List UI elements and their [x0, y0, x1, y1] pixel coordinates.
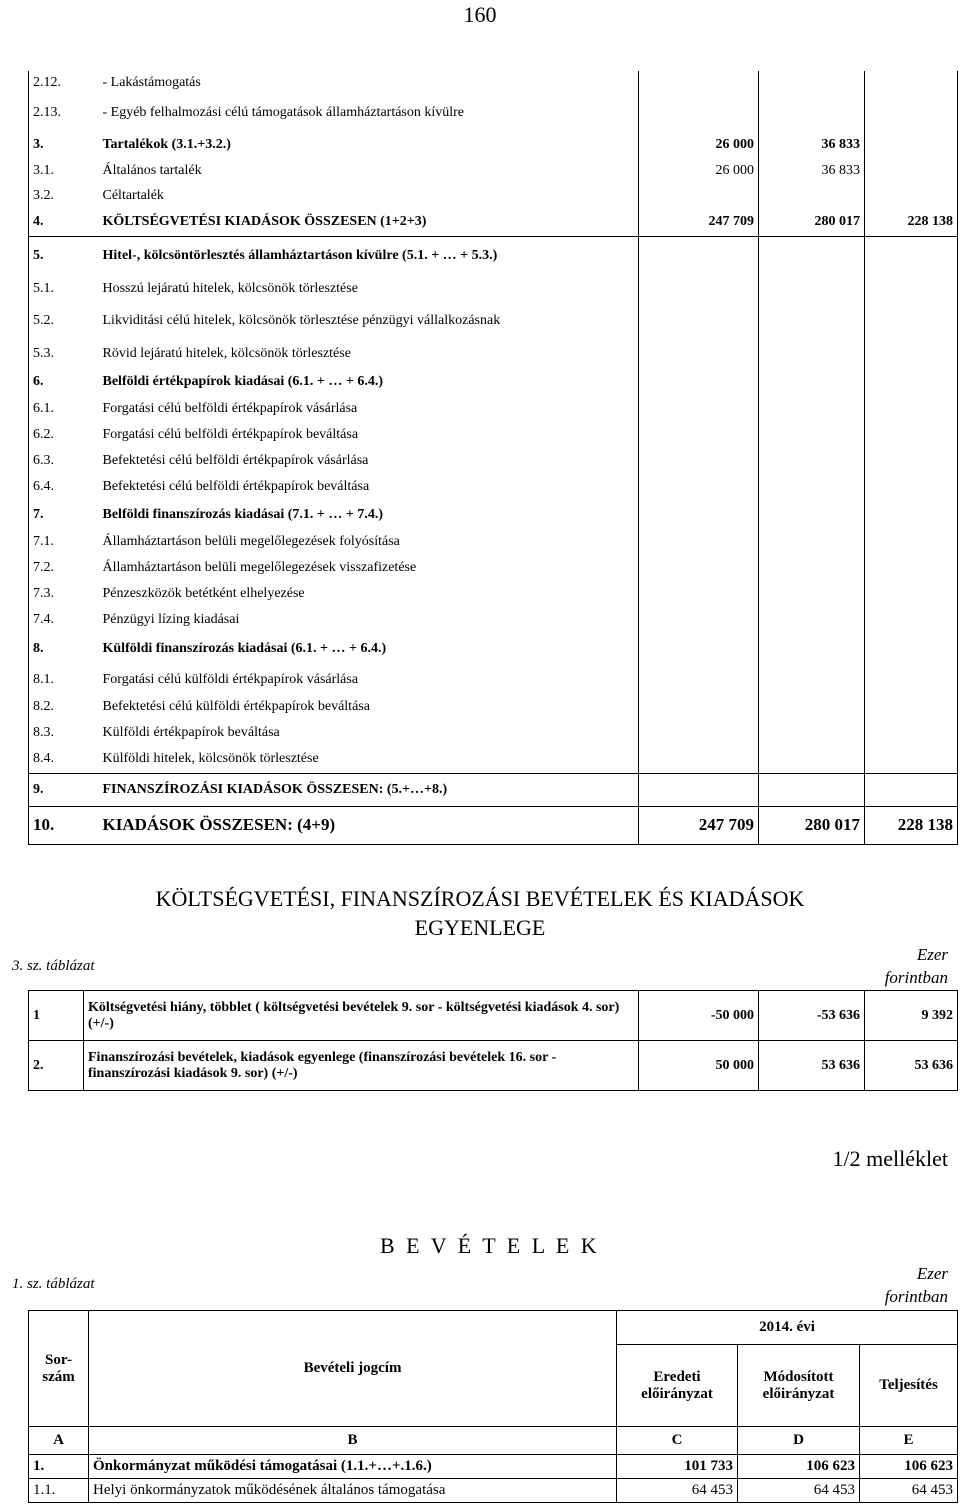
- table-row: [29, 607, 958, 632]
- table-row: [29, 94, 958, 131]
- row-value-modified: 280 017: [759, 806, 865, 844]
- balance-row-id: 1: [29, 991, 84, 1041]
- table-row: [29, 236, 958, 276]
- revenue-unit-line2: forintban: [884, 1287, 948, 1306]
- balance-title-line1: KÖLTSÉGVETÉSI, FINANSZÍROZÁSI BEVÉTELEK ÉS KIADÁSOK: [155, 886, 805, 911]
- table-row: [29, 693, 958, 720]
- row-id: 6.3.: [33, 453, 54, 468]
- table-row: [29, 773, 958, 806]
- row-value-actual: [865, 555, 958, 581]
- row-value-modified: [759, 555, 865, 581]
- balance-unit-line1: Ezer: [916, 945, 948, 964]
- row-value-modified: [759, 581, 865, 607]
- row-value-actual: [865, 474, 958, 500]
- row-id: 7.: [33, 506, 44, 522]
- table-row: [29, 1041, 958, 1091]
- row-value-modified: 36 833: [759, 158, 865, 184]
- row-label: Külföldi hitelek, kölcsönök törlesztése: [99, 746, 639, 773]
- row-value-modified: 36 833: [759, 131, 865, 158]
- balance-row-value-original: -50 000: [639, 991, 759, 1041]
- row-label: Tartalékok (3.1.+3.2.): [102, 136, 231, 152]
- row-value-original: [639, 746, 759, 773]
- row-id: 5.2.: [33, 312, 54, 328]
- row-value-modified: [759, 301, 865, 340]
- row-label: - Egyéb felhalmozási célú támogatások államháztartáson kívülre: [102, 104, 465, 120]
- row-label: - Lakástámogatás: [102, 74, 201, 90]
- row-value-modified: [759, 367, 865, 396]
- row-value-original: [639, 422, 759, 448]
- row-value-modified: [759, 448, 865, 474]
- table-row: [29, 367, 958, 396]
- row-value-modified: [759, 396, 865, 422]
- revenue-row-id: 1.: [29, 1455, 89, 1479]
- revenue-row-value-actual: 64 453: [860, 1479, 958, 1503]
- row-value-original: 26 000: [639, 131, 759, 158]
- row-value-modified: [759, 340, 865, 367]
- row-label: Forgatási célú belföldi értékpapírok vásárlása: [102, 401, 358, 416]
- row-label: Pénzügyi lízing kiadásai: [102, 611, 240, 627]
- row-label: Pénzeszközök betétként elhelyezése: [102, 586, 305, 601]
- row-id: 7.3.: [33, 586, 54, 601]
- table-row: [29, 158, 958, 184]
- row-value-original: [639, 396, 759, 422]
- table-row: [29, 396, 958, 422]
- header-teljesites: Teljesítés: [860, 1345, 958, 1427]
- table-row: [29, 666, 958, 693]
- row-value-modified: [759, 71, 865, 94]
- row-value-actual: [865, 666, 958, 693]
- row-label: Általános tartalék: [102, 163, 202, 178]
- row-id: 7.1.: [33, 534, 54, 549]
- balance-row-label: Költségvetési hiány, többlet ( költségvetési bevételek 9. sor - költségvetési kiadások 4. sor) (+/-): [84, 991, 639, 1041]
- row-id: 5.1.: [33, 280, 54, 296]
- row-id: 6.2.: [33, 427, 54, 442]
- row-id: 8.3.: [33, 725, 54, 740]
- revenue-row-value-original: 101 733: [617, 1455, 738, 1479]
- row-value-actual: [865, 422, 958, 448]
- row-label: Forgatási célú külföldi értékpapírok vásárlása: [102, 671, 359, 687]
- row-label: Likviditási célú hitelek, kölcsönök törlesztése pénzügyi vállalkozásnak: [102, 312, 501, 328]
- row-value-original: [639, 474, 759, 500]
- header-jogcim: Bevételi jogcím: [89, 1311, 617, 1427]
- table-row: [29, 184, 958, 208]
- row-id: 8.4.: [29, 746, 99, 773]
- row-id: 7.2.: [33, 560, 54, 575]
- column-letter: E: [860, 1427, 958, 1455]
- table-row: [29, 340, 958, 367]
- row-label: Rövid lejáratú hitelek, kölcsönök törlesztése: [102, 345, 351, 361]
- header-year: 2014. évi: [617, 1311, 958, 1345]
- row-id: 3.2.: [33, 188, 54, 203]
- row-value-modified: [759, 666, 865, 693]
- row-value-actual: [865, 500, 958, 529]
- row-id: 8.: [33, 641, 44, 656]
- column-letter-row: [29, 1427, 958, 1455]
- row-value-original: 247 709: [639, 806, 759, 844]
- row-value-original: [639, 184, 759, 208]
- row-value-modified: [759, 720, 865, 746]
- balance-row-value-modified: 53 636: [759, 1041, 865, 1091]
- row-label: Hitel-, kölcsöntörlesztés államháztartáson kívülre (5.1. + … + 5.3.): [102, 248, 498, 264]
- row-label: Befektetési célú belföldi értékpapírok vásárlása: [102, 453, 369, 468]
- row-value-actual: [865, 693, 958, 720]
- table-row: [29, 991, 958, 1041]
- table-row: [29, 301, 958, 340]
- row-value-modified: 280 017: [759, 208, 865, 236]
- row-value-original: 247 709: [639, 208, 759, 236]
- row-value-modified: [759, 184, 865, 208]
- row-label: FINANSZÍROZÁSI KIADÁSOK ÖSSZESEN: (5.+…+8.): [99, 773, 639, 806]
- header-modositott: Módosított előirányzat: [738, 1345, 860, 1427]
- revenue-row-label: Helyi önkormányzatok működésének általános támogatása: [89, 1479, 617, 1503]
- revenue-unit: [885, 1262, 948, 1308]
- table-row: [29, 555, 958, 581]
- row-id: 3.: [33, 136, 44, 152]
- row-value-original: [639, 448, 759, 474]
- row-value-original: [639, 666, 759, 693]
- row-value-actual: [865, 396, 958, 422]
- row-value-actual: [865, 131, 958, 158]
- row-label: Államháztartáson belüli megelőlegezések folyósítása: [102, 534, 400, 549]
- header-eredeti: Eredeti előirányzat: [617, 1345, 738, 1427]
- row-label: KÖLTSÉGVETÉSI KIADÁSOK ÖSSZESEN (1+2+3): [99, 208, 639, 236]
- row-value-actual: [865, 632, 958, 666]
- table-row: [29, 422, 958, 448]
- revenue-unit-line1: Ezer: [916, 1264, 948, 1283]
- table-row: [29, 720, 958, 746]
- row-value-original: [639, 632, 759, 666]
- row-value-modified: [759, 693, 865, 720]
- row-value-original: [639, 340, 759, 367]
- revenue-row-value-actual: 106 623: [860, 1455, 958, 1479]
- row-value-original: [639, 500, 759, 529]
- balance-row-value-actual: 9 392: [865, 991, 958, 1041]
- balance-row-value-original: 50 000: [639, 1041, 759, 1091]
- row-value-actual: [865, 184, 958, 208]
- row-value-original: [639, 555, 759, 581]
- table-row: [29, 208, 958, 236]
- row-value-modified: [759, 632, 865, 666]
- revenue-title: B E V É T E L E K: [380, 1233, 600, 1258]
- balance-title: [0, 884, 960, 942]
- balance-table-caption: 3. sz. táblázat: [12, 958, 95, 974]
- row-value-actual: [865, 607, 958, 632]
- header-sorszam: Sor-szám: [29, 1311, 89, 1427]
- row-value-actual: [865, 94, 958, 131]
- row-value-modified: [759, 94, 865, 131]
- balance-unit: [885, 943, 948, 989]
- row-value-original: 26 000: [639, 158, 759, 184]
- balance-row-value-actual: 53 636: [865, 1041, 958, 1091]
- row-value-original: [639, 367, 759, 396]
- expenditure-table: [28, 71, 958, 845]
- table-row: [29, 500, 958, 529]
- row-value-original: [639, 276, 759, 301]
- column-letter: B: [89, 1427, 617, 1455]
- table-row: [29, 448, 958, 474]
- row-id: 3.1.: [33, 163, 54, 178]
- row-label: Hosszú lejáratú hitelek, kölcsönök törlesztése: [102, 280, 358, 296]
- table-row: [29, 581, 958, 607]
- table-row: [29, 1455, 958, 1479]
- table-header-row: [29, 1311, 958, 1345]
- revenue-row-id: 1.1.: [29, 1479, 89, 1503]
- row-id: 5.: [33, 248, 44, 264]
- row-id: 2.12.: [33, 74, 61, 90]
- table-row: [29, 529, 958, 555]
- row-label: Forgatási célú belföldi értékpapírok beváltása: [102, 427, 359, 442]
- balance-unit-line2: forintban: [884, 968, 948, 987]
- balance-title-line2: EGYENLEGE: [414, 915, 546, 940]
- row-id: 6.1.: [33, 401, 54, 416]
- row-id: 7.4.: [33, 611, 54, 627]
- row-id: 8.1.: [33, 671, 54, 687]
- table-row: [29, 632, 958, 666]
- row-value-original: [639, 71, 759, 94]
- row-value-modified: [759, 422, 865, 448]
- row-value-actual: [865, 581, 958, 607]
- row-value-modified: [759, 773, 865, 806]
- balance-row-value-modified: -53 636: [759, 991, 865, 1041]
- table-row: [29, 131, 958, 158]
- table-row: [29, 276, 958, 301]
- row-value-modified: [759, 276, 865, 301]
- row-id: 8.2.: [33, 698, 54, 714]
- row-value-actual: [865, 236, 958, 276]
- row-value-actual: [865, 448, 958, 474]
- column-letter: A: [29, 1427, 89, 1455]
- row-value-actual: [865, 746, 958, 773]
- row-value-actual: [865, 529, 958, 555]
- row-value-original: [639, 94, 759, 131]
- table-row: [29, 746, 958, 773]
- row-value-original: [639, 529, 759, 555]
- revenue-table-caption: 1. sz. táblázat: [12, 1276, 95, 1292]
- row-label: Befektetési célú külföldi értékpapírok beváltása: [102, 698, 370, 714]
- row-value-modified: [759, 529, 865, 555]
- row-value-actual: [865, 773, 958, 806]
- row-value-original: [639, 607, 759, 632]
- row-value-actual: 228 138: [865, 806, 958, 844]
- row-id: 2.13.: [33, 104, 61, 120]
- row-value-original: [639, 236, 759, 276]
- row-label: Államháztartáson belüli megelőlegezések visszafizetése: [102, 560, 417, 575]
- row-label: Befektetési célú belföldi értékpapírok beváltása: [102, 479, 370, 494]
- column-letter: D: [738, 1427, 860, 1455]
- row-id: 9.: [29, 773, 99, 806]
- balance-row-id: 2.: [29, 1041, 84, 1091]
- row-value-modified: [759, 746, 865, 773]
- row-label: KIADÁSOK ÖSSZESEN: (4+9): [102, 815, 336, 834]
- row-value-actual: [865, 71, 958, 94]
- page-number: 160: [463, 2, 497, 27]
- column-letter: C: [617, 1427, 738, 1455]
- revenue-row-value-modified: 106 623: [738, 1455, 860, 1479]
- row-id: 5.3.: [33, 345, 54, 361]
- revenue-row-value-original: 64 453: [617, 1479, 738, 1503]
- row-value-actual: 228 138: [865, 208, 958, 236]
- row-value-original: [639, 301, 759, 340]
- row-label: Belföldi értékpapírok kiadásai (6.1. + … + 6.4.): [102, 373, 384, 389]
- row-value-original: [639, 720, 759, 746]
- row-label: Céltartalék: [102, 188, 164, 203]
- balance-table: [28, 990, 958, 1091]
- row-label: Külföldi értékpapírok beváltása: [102, 725, 280, 740]
- revenue-table: [28, 1310, 958, 1503]
- row-value-modified: [759, 474, 865, 500]
- row-value-actual: [865, 340, 958, 367]
- row-id: 6.4.: [33, 479, 54, 494]
- row-value-original: [639, 693, 759, 720]
- row-label: Külföldi finanszírozás kiadásai (6.1. + … + 6.4.): [102, 641, 387, 656]
- row-value-actual: [865, 720, 958, 746]
- row-value-modified: [759, 607, 865, 632]
- row-value-original: [639, 581, 759, 607]
- row-value-actual: [865, 276, 958, 301]
- revenue-row-value-modified: 64 453: [738, 1479, 860, 1503]
- row-id: 4.: [29, 208, 99, 236]
- table-row: [29, 71, 958, 94]
- row-id: 10.: [33, 815, 55, 834]
- table-row: [29, 806, 958, 844]
- table-row: [29, 474, 958, 500]
- row-value-original: [639, 773, 759, 806]
- row-label: Belföldi finanszírozás kiadásai (7.1. + … + 7.4.): [102, 506, 384, 522]
- table-row: [29, 1479, 958, 1503]
- annex-label: 1/2 melléklet: [832, 1146, 948, 1171]
- row-value-actual: [865, 367, 958, 396]
- revenue-row-label: Önkormányzat működési támogatásai (1.1.+…+.1.6.): [89, 1455, 617, 1479]
- row-id: 6.: [33, 373, 44, 389]
- row-value-actual: [865, 158, 958, 184]
- row-value-modified: [759, 236, 865, 276]
- balance-row-label: Finanszírozási bevételek, kiadások egyenlege (finanszírozási bevételek 16. sor - finanszírozási kiadások 9. sor) (+/-): [84, 1041, 639, 1091]
- row-value-modified: [759, 500, 865, 529]
- row-value-actual: [865, 301, 958, 340]
